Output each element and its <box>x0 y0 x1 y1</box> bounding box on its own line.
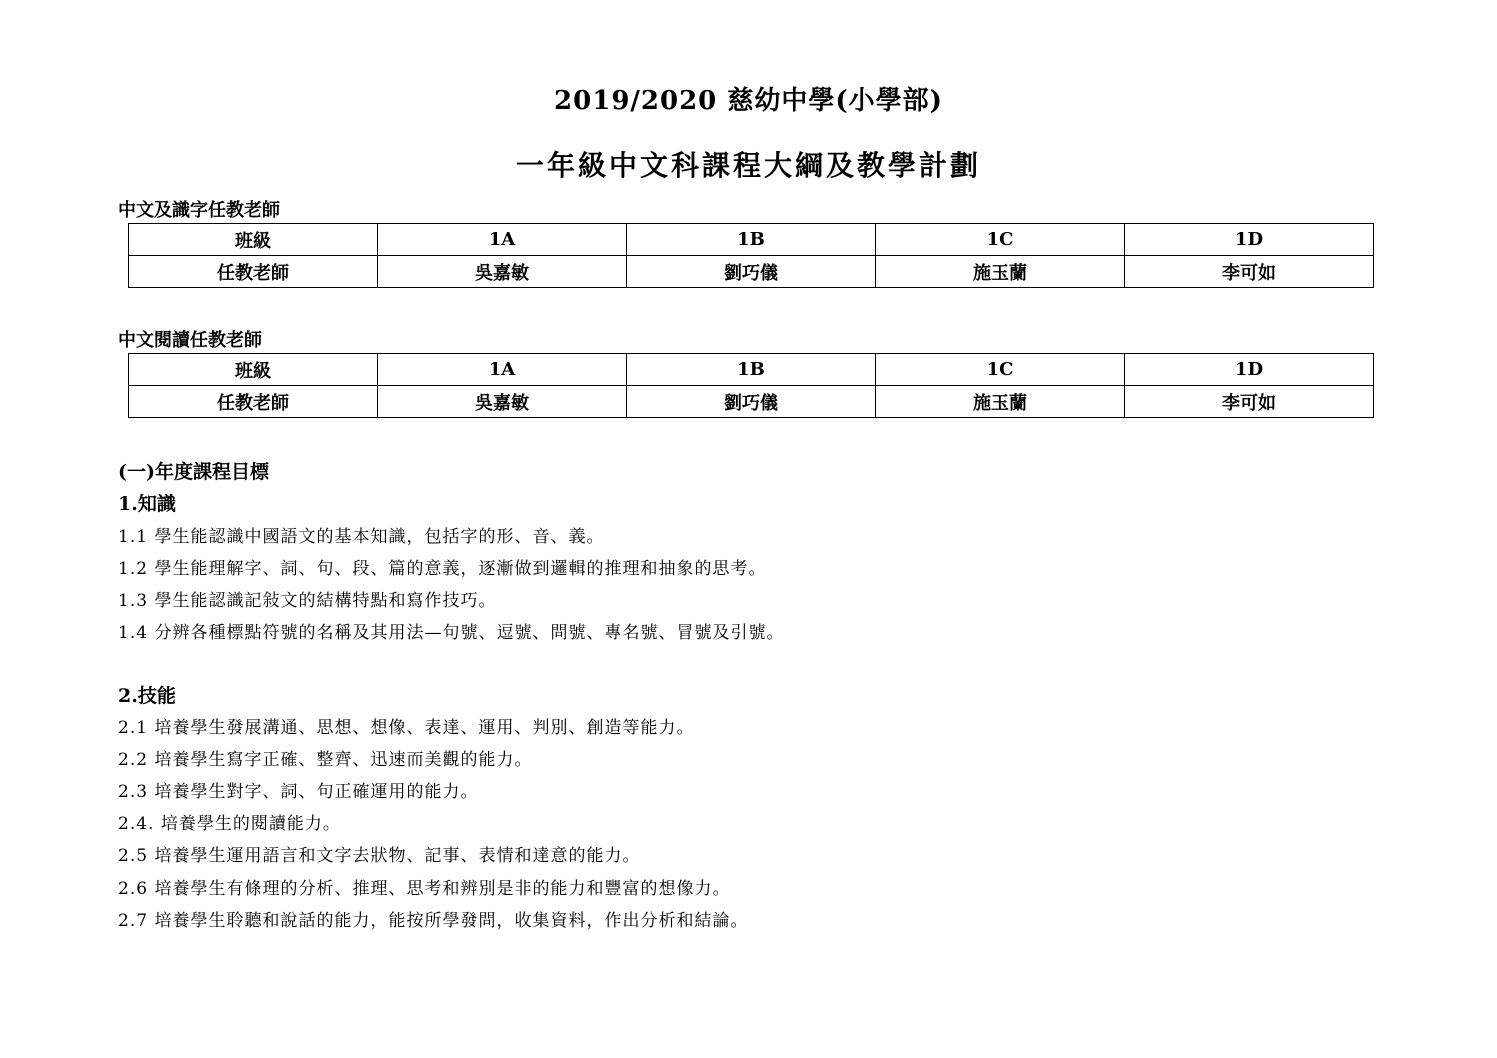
list-item: 2.7 培養學生聆聽和說話的能力，能按所學發問，收集資料，作出分析和結論。 <box>118 911 749 931</box>
table-label-literacy: 中文及識字任教老師 <box>118 200 280 221</box>
table-cell: 班級 <box>129 354 378 386</box>
knowledge-heading: 1.知識 <box>118 493 176 515</box>
table-cell: 劉巧儀 <box>627 256 876 288</box>
table-cell: 李可如 <box>1125 256 1374 288</box>
table-cell: 吳嘉敏 <box>378 256 627 288</box>
table-header-row <box>129 224 1374 256</box>
table-cell: 1A <box>378 224 627 256</box>
page-subtitle: 一年級中文科課程大綱及教學計劃 <box>515 149 981 182</box>
list-item: 2.1 培養學生發展溝通、思想、想像、表達、運用、判別、創造等能力。 <box>118 718 695 738</box>
list-item: 2.4. 培養學生的閱讀能力。 <box>118 814 341 834</box>
table-cell: 任教老師 <box>129 386 378 418</box>
table-cell: 1D <box>1125 224 1374 256</box>
list-item: 1.4 分辨各種標點符號的名稱及其用法—句號、逗號、問號、專名號、冒號及引號。 <box>118 623 785 643</box>
list-item: 2.5 培養學生運用語言和文字去狀物、記事、表情和達意的能力。 <box>118 846 641 866</box>
table-cell: 班級 <box>129 224 378 256</box>
teacher-table-reading <box>128 353 1374 418</box>
table-header-row <box>129 354 1374 386</box>
table-cell: 1C <box>876 354 1125 386</box>
table-cell: 1A <box>378 354 627 386</box>
list-item: 2.2 培養學生寫字正確、整齊、迅速而美觀的能力。 <box>118 750 533 770</box>
list-item: 1.3 學生能認識記敍文的結構特點和寫作技巧。 <box>118 591 497 611</box>
table-cell: 李可如 <box>1125 386 1374 418</box>
section-heading: (一)年度課程目標 <box>118 461 269 483</box>
table-cell: 1D <box>1125 354 1374 386</box>
table-row <box>129 256 1374 288</box>
list-item: 2.3 培養學生對字、詞、句正確運用的能力。 <box>118 782 479 802</box>
table-row <box>129 386 1374 418</box>
list-item: 1.2 學生能理解字、詞、句、段、篇的意義，逐漸做到邏輯的推理和抽象的思考。 <box>118 559 767 579</box>
table-cell: 施玉蘭 <box>876 386 1125 418</box>
table-label-reading: 中文閱讀任教老師 <box>118 330 262 351</box>
list-item: 1.1 學生能認識中國語文的基本知識，包括字的形、音、義。 <box>118 527 605 547</box>
teacher-table-literacy <box>128 223 1374 288</box>
table-cell: 1B <box>627 354 876 386</box>
table-cell: 吳嘉敏 <box>378 386 627 418</box>
page-title: 2019/2020 慈幼中學(小學部) <box>554 86 943 116</box>
list-item: 2.6 培養學生有條理的分析、推理、思考和辨別是非的能力和豐富的想像力。 <box>118 879 731 899</box>
table-cell: 1C <box>876 224 1125 256</box>
table-cell: 劉巧儀 <box>627 386 876 418</box>
table-cell: 任教老師 <box>129 256 378 288</box>
table-cell: 1B <box>627 224 876 256</box>
skills-heading: 2.技能 <box>118 685 176 707</box>
table-cell: 施玉蘭 <box>876 256 1125 288</box>
